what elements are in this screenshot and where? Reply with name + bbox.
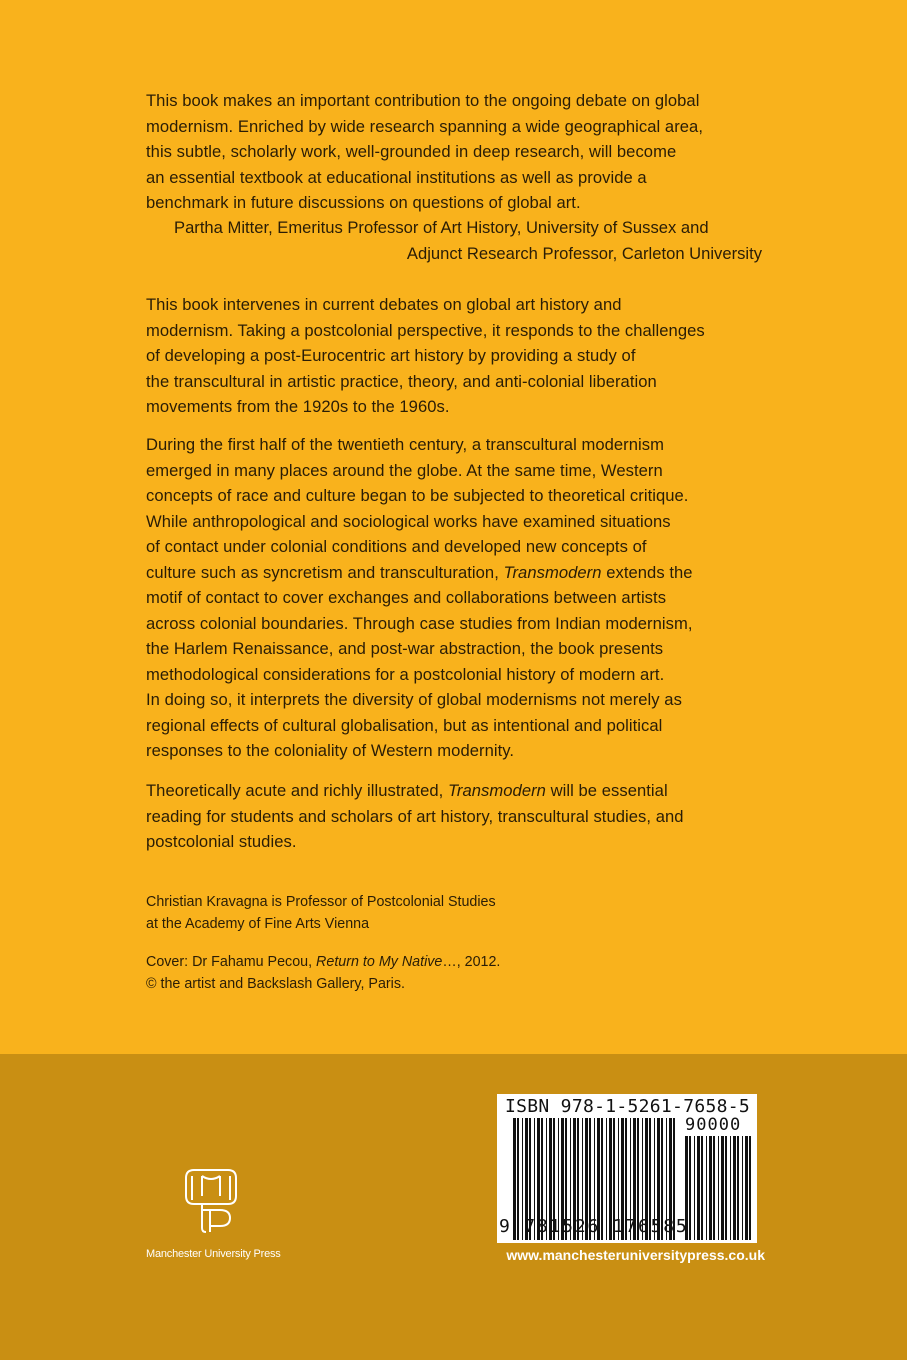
paragraph-line bbox=[146, 778, 766, 804]
attribution-line-2: Adjunct Research Professor, Carleton University bbox=[406, 243, 762, 263]
paragraph-line: across colonial boundaries. Through case studies from Indian modernism, bbox=[146, 613, 693, 633]
endorsement-line: This book makes an important contribution to the ongoing debate on global bbox=[146, 91, 700, 110]
barcode-bar bbox=[730, 1136, 731, 1240]
bio-line: Christian Kravagna is Professor of Postcolonial Studies bbox=[146, 894, 496, 910]
description-paragraph-3 bbox=[146, 778, 766, 855]
paragraph-line: of developing a post-Eurocentric art history by providing a study of bbox=[146, 346, 636, 365]
barcode-bar bbox=[697, 1136, 700, 1240]
paragraph-line: In doing so, it interprets the diversity of global modernisms not merely as bbox=[146, 690, 682, 709]
bio-line: at the Academy of Fine Arts Vienna bbox=[146, 915, 370, 932]
paragraph-line: concepts of race and culture began to be subjected to theoretical critique. bbox=[146, 486, 689, 505]
barcode-bar bbox=[721, 1136, 724, 1240]
book-title: Transmodern bbox=[447, 781, 546, 800]
endorsement-line: benchmark in future discussions on questions of global art. bbox=[146, 193, 581, 212]
ean-digits: 9 781526 176585 bbox=[499, 1216, 689, 1237]
paragraph-line: While anthropological and sociological works have examined situations bbox=[146, 511, 671, 531]
barcode-bar bbox=[745, 1136, 748, 1240]
paragraph-line: emerged in many places around the globe. At the same time, Western bbox=[146, 460, 663, 480]
endorsement-line: modernism. Enriched by wide research spanning a wide geographical area, bbox=[146, 116, 703, 136]
isbn-barcode bbox=[497, 1094, 757, 1243]
paragraph-line: the Harlem Renaissance, and post-war abstraction, the book presents bbox=[146, 639, 664, 658]
text-run: will be essential bbox=[545, 781, 668, 800]
barcode-bar bbox=[706, 1136, 707, 1240]
text-run: …, 2012. bbox=[442, 954, 501, 970]
paragraph-line: This book intervenes in current debates on global art history and bbox=[146, 295, 622, 314]
publisher-name: Manchester University Press bbox=[146, 1248, 281, 1260]
endorsement-line: this subtle, scholarly work, well-grounded in deep research, will become bbox=[146, 142, 677, 161]
isbn-addon: 90000 bbox=[685, 1115, 742, 1135]
text-run: Theoretically acute and richly illustrated, bbox=[146, 781, 448, 800]
paragraph-line: responses to the coloniality of Western modernity. bbox=[146, 741, 515, 760]
paragraph-line: During the first half of the twentieth century, a transcultural modernism bbox=[146, 435, 664, 454]
description-paragraph-1 bbox=[146, 292, 766, 420]
publisher-website: www.manchesteruniversitypress.co.uk bbox=[506, 1247, 765, 1263]
cover-credit bbox=[146, 952, 500, 995]
lower-panel bbox=[0, 1054, 907, 1360]
paragraph-line: modernism. Taking a postcolonial perspective, it responds to the challenges bbox=[146, 320, 705, 340]
author-bio bbox=[146, 892, 496, 935]
barcode-bar bbox=[713, 1136, 715, 1240]
paragraph-line: methodological considerations for a postcolonial history of modern art. bbox=[146, 664, 665, 684]
paragraph-line: regional effects of cultural globalisation, but as intentional and political bbox=[146, 715, 663, 735]
book-title: Transmodern bbox=[503, 562, 602, 582]
barcode-bar bbox=[733, 1136, 736, 1240]
barcode-bar bbox=[737, 1136, 739, 1240]
barcode-bar bbox=[694, 1136, 695, 1240]
attribution-line-1: Partha Mitter, Emeritus Professor of Art History, University of Sussex and bbox=[174, 218, 709, 237]
barcode-bar bbox=[742, 1136, 743, 1240]
endorsement-line: an essential textbook at educational institutions as well as provide a bbox=[146, 167, 647, 187]
paragraph-line: motif of contact to cover exchanges and collaborations between artists bbox=[146, 588, 667, 607]
barcode-bar bbox=[701, 1136, 703, 1240]
description-paragraph-2 bbox=[146, 432, 766, 764]
barcode-bar bbox=[709, 1136, 712, 1240]
endorsement-quote bbox=[146, 88, 766, 216]
endorsement-attribution bbox=[146, 215, 762, 266]
paragraph-line: postcolonial studies. bbox=[146, 832, 297, 851]
mup-logo-icon bbox=[180, 1166, 242, 1236]
barcode-bar bbox=[749, 1136, 751, 1240]
paragraph-line: reading for students and scholars of art history, transcultural studies, and bbox=[146, 806, 684, 826]
isbn-label: ISBN 978-1-5261-7658-5 bbox=[505, 1096, 751, 1117]
barcode-bar bbox=[718, 1136, 719, 1240]
text-run: culture such as syncretism and transculturation, bbox=[146, 562, 504, 582]
text-run: Cover: Dr Fahamu Pecou, bbox=[146, 954, 317, 970]
paragraph-line: the transcultural in artistic practice, theory, and anti-colonial liberation bbox=[146, 371, 657, 391]
barcode-bar bbox=[689, 1136, 691, 1240]
paragraph-line: movements from the 1920s to the 1960s. bbox=[146, 397, 450, 416]
text-run: extends the bbox=[601, 562, 693, 582]
paragraph-line bbox=[146, 560, 766, 586]
artwork-title: Return to My Native bbox=[316, 954, 443, 970]
paragraph-line: of contact under colonial conditions and developed new concepts of bbox=[146, 537, 647, 556]
barcode-bar bbox=[725, 1136, 727, 1240]
credit-line bbox=[146, 952, 500, 974]
credit-line: © the artist and Backslash Gallery, Paris. bbox=[146, 975, 405, 992]
